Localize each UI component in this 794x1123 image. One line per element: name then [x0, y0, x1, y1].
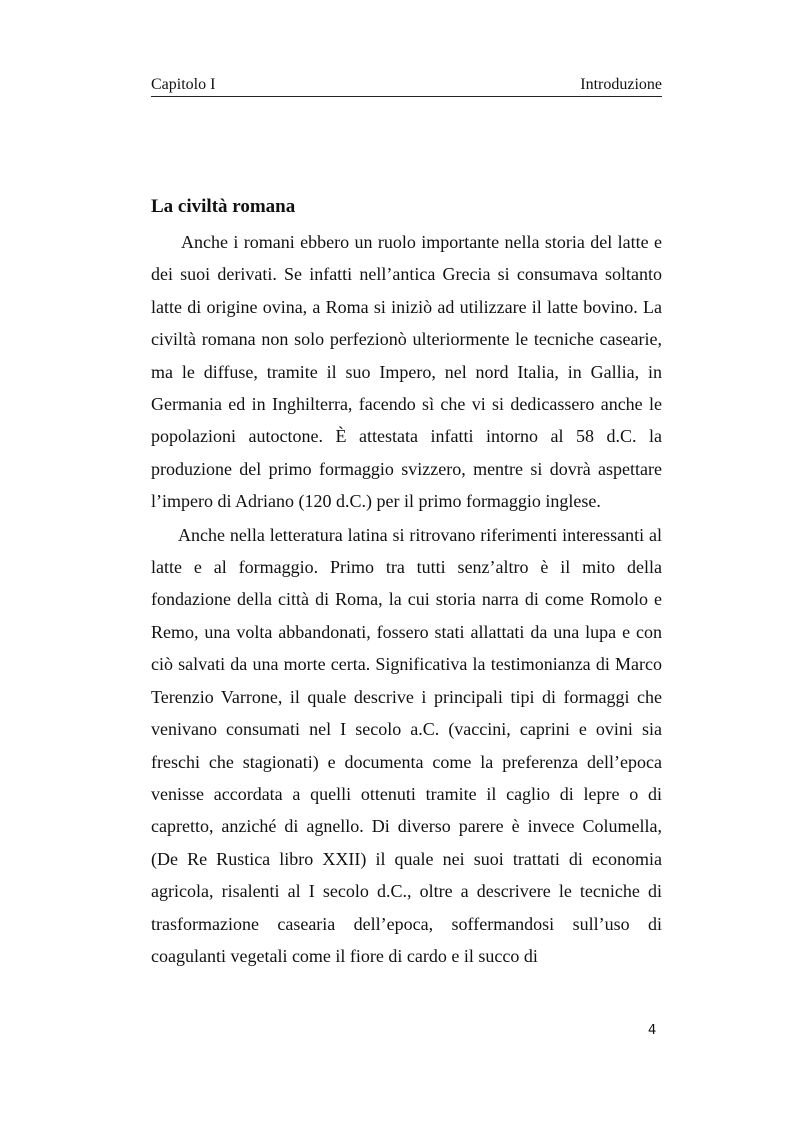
body-text [151, 226, 662, 972]
section-label: Introduzione [580, 76, 662, 93]
section-title: La civiltà romana [151, 196, 296, 217]
running-header [151, 74, 662, 97]
chapter-label: Capitolo I [151, 76, 216, 93]
paragraph-1: Anche i romani ebbero un ruolo importante nella storia del latte e dei suoi derivati. Se infatti nell’antica Grecia si consumava soltanto latte di origine ovina, a Roma si iniziò ad utilizzare il latte bovino. La civiltà romana non solo perfezionò ulteriormente le tecniche casearie, ma le diffuse, tramite il suo Impero, nel nord Italia, in Gallia, in Germania ed in Inghilterra, facendo sì che vi si dedicassero anche le popolazioni autoctone. È attestata infatti intorno al 58 d.C. la produzione del primo formaggio svizzero, mentre si dovrà aspettare l’impero di Adriano (120 d.C.) per il primo formaggio inglese. [151, 232, 662, 512]
page-number: 4 [648, 1023, 657, 1038]
paragraph-2: Anche nella letteratura latina si ritrovano riferimenti interessanti al latte e al formaggio. Primo tra tutti senz’altro è il mito della fondazione della città di Roma, la cui storia narra di come Romolo e Remo, una volta abbandonati, fossero stati allattati da una lupa e con ciò salvati da una morte certa. Significativa la testimonianza di Marco Terenzio Varrone, il quale descrive i principali tipi di formaggi che venivano consumati nel I secolo a.C. (vaccini, caprini e ovini sia freschi che stagionati) e documenta come la preferenza dell’epoca venisse accordata a quelli ottenuti tramite il caglio di lepre o di capretto, anziché di agnello. Di diverso parere è invece Columella, (De Re Rustica libro XXII) il quale nei suoi trattati di economia agricola, risalenti al I secolo d.C., oltre a descrivere le tecniche di trasformazione casearia dell’epoca, soffermandosi sull’uso di coagulanti vegetali come il fiore di cardo e il succo di [151, 524, 662, 966]
